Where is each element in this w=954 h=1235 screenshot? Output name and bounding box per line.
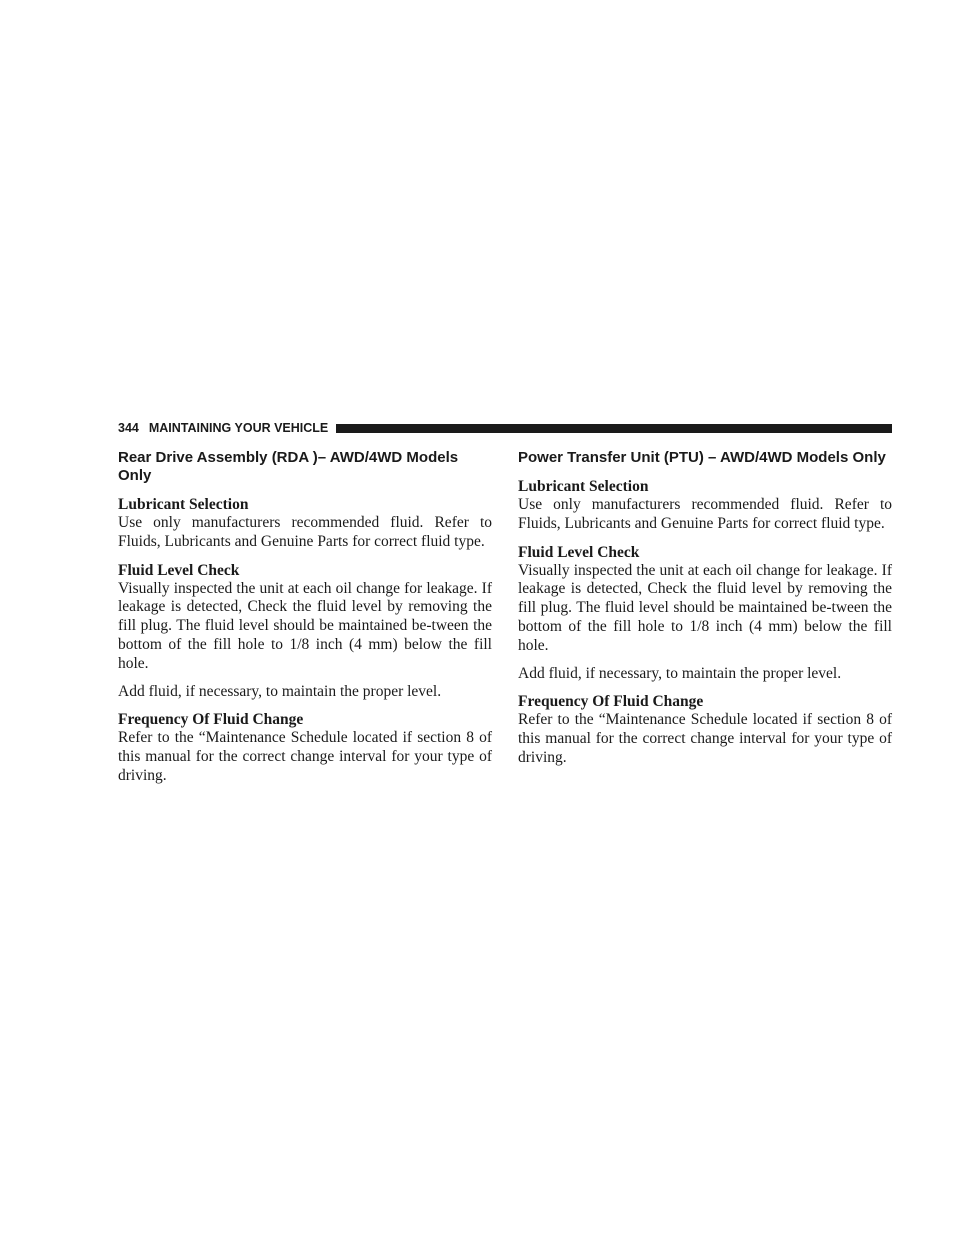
rda-frequency-text: Refer to the “Maintenance Schedule located if section 8 of this manual for the correct change interval for your type of driving.: [118, 729, 492, 784]
rda-fluid-text: Visually inspected the unit at each oil change for leakage. If leakage is detected, Check the fluid level by removing the fill plug. The fluid level should be maintained be-tween the bottom of the fill hole to 1/8 inch (4 mm) below the fill hole.: [118, 579, 492, 672]
ptu-section-title: Power Transfer Unit (PTU) – AWD/4WD Models Only: [518, 449, 886, 466]
rda-add-fluid-text: Add fluid, if necessary, to maintain the proper level.: [118, 682, 442, 700]
header-rule: [336, 424, 892, 433]
ptu-fluid-text: Visually inspected the unit at each oil change for leakage. If leakage is detected, Check the fluid level by removing the fill plug. The fluid level should be maintained be-tween the bottom of the fill hole to 1/8 inch (4 mm) below the fill hole.: [518, 561, 892, 654]
rda-section-title: Rear Drive Assembly (RDA )– AWD/4WD Models Only: [118, 449, 459, 484]
rda-lubricant-text: Use only manufacturers recommended fluid. Refer to Fluids, Lubricants and Genuine Parts for correct fluid type.: [118, 514, 492, 550]
left-column: [118, 449, 492, 795]
page-header: [118, 420, 892, 436]
chapter-title: MAINTAINING YOUR VEHICLE: [148, 421, 329, 435]
ptu-frequency-heading: Frequency Of Fluid Change: [518, 693, 704, 711]
rda-fluid-heading: Fluid Level Check: [118, 561, 240, 579]
ptu-lubricant-heading: Lubricant Selection: [518, 478, 649, 495]
ptu-lubricant-text: Use only manufacturers recommended fluid. Refer to Fluids, Lubricants and Genuine Parts for correct fluid type.: [518, 496, 892, 532]
rda-lubricant-heading: Lubricant Selection: [118, 496, 249, 513]
right-column: [518, 449, 892, 777]
ptu-frequency-text: Refer to the “Maintenance Schedule located if section 8 of this manual for the correct change interval for your type of driving.: [518, 711, 892, 766]
ptu-add-fluid-text: Add fluid, if necessary, to maintain the proper level.: [518, 664, 842, 682]
ptu-fluid-heading: Fluid Level Check: [518, 543, 640, 561]
rda-frequency-heading: Frequency Of Fluid Change: [118, 711, 304, 729]
page-number: 344: [118, 421, 139, 435]
